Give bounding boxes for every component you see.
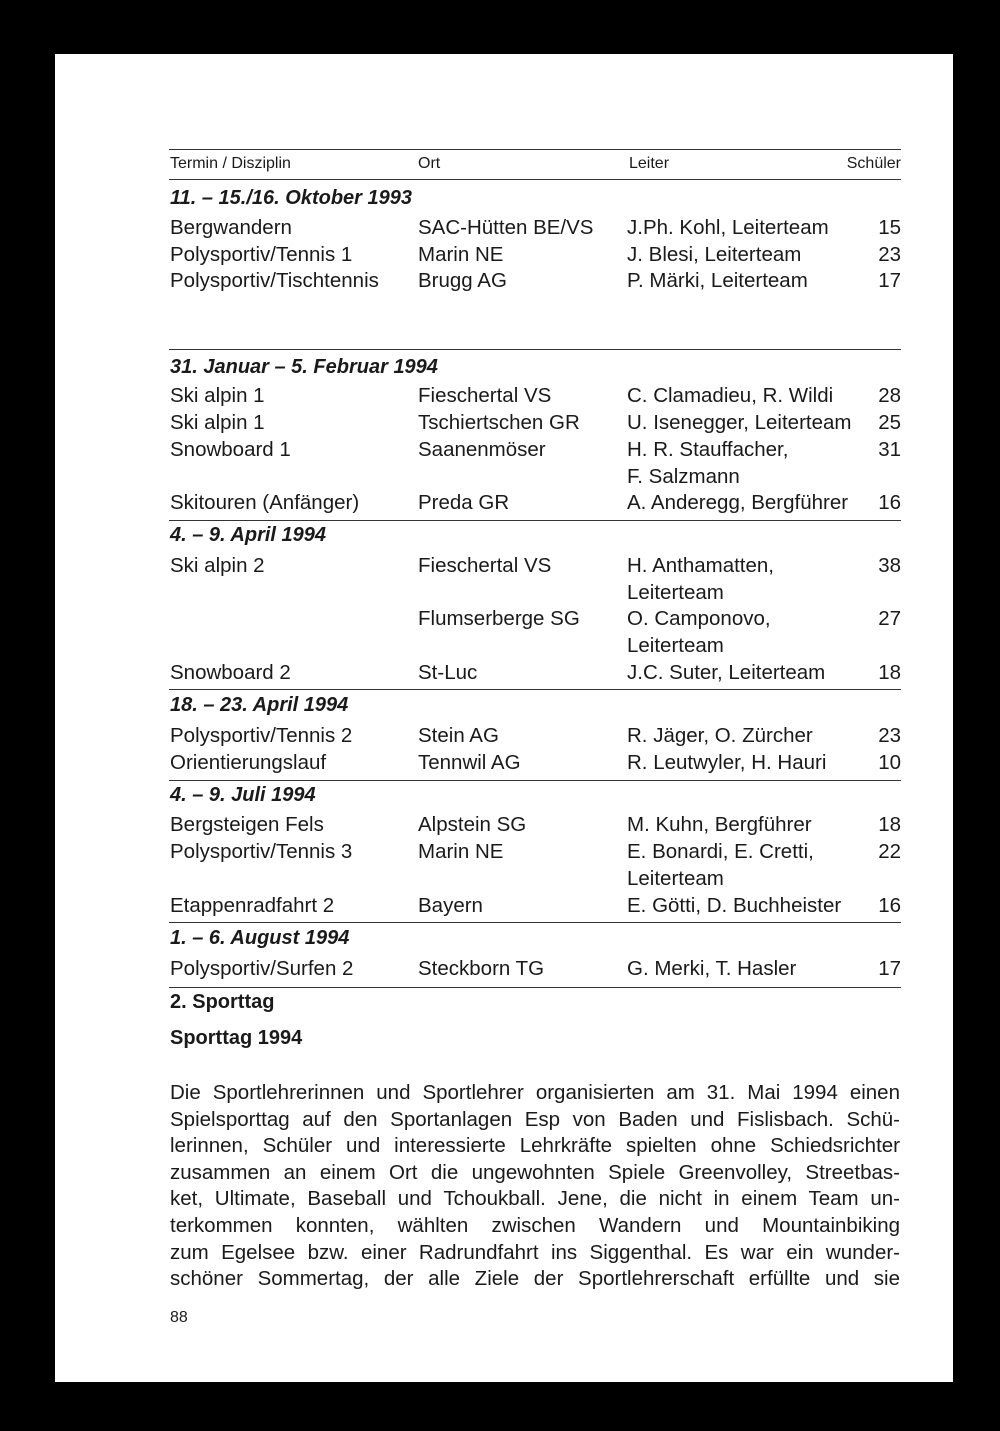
cell-schueler: 18 [878, 813, 901, 836]
cell-disziplin: Polysportiv/Tennis 3 [170, 840, 353, 863]
cell-leiter: A. Anderegg, Bergführer [627, 491, 849, 514]
cell-leiter: E. Bonardi, E. Cretti, [627, 840, 814, 863]
paragraph-line: Die Sportlehrerinnen und Sportlehrer organisierten am 31. Mai 1994 einen [170, 1081, 900, 1104]
cell-schueler: 38 [878, 554, 901, 577]
section-subheading: Sporttag 1994 [170, 1027, 303, 1049]
cell-leiter: Leiterteam [627, 866, 724, 890]
paragraph-line: schöner Sommertag, der alle Ziele der Sportlehrerschaft erfüllte und sie [170, 1267, 900, 1291]
cell-ort: Marin NE [418, 243, 504, 266]
cell-disziplin: Snowboard 2 [170, 661, 291, 684]
cell-schueler: 10 [878, 751, 901, 774]
header-termin: Termin / Disziplin [170, 155, 291, 172]
cell-disziplin: Polysportiv/Surfen 2 [170, 957, 354, 980]
cell-ort: Saanenmöser [418, 438, 546, 461]
cell-leiter: P. Märki, Leiterteam [627, 269, 808, 292]
header-schueler: Schüler [846, 155, 901, 172]
cell-leiter: R. Leutwyler, H. Hauri [627, 751, 827, 774]
cell-leiter: H. R. Stauffacher, [627, 438, 789, 461]
cell-leiter: Leiterteam [627, 580, 724, 604]
cell-disziplin: Etappenradfahrt 2 [170, 894, 335, 917]
cell-leiter: M. Kuhn, Bergführer [627, 813, 812, 836]
cell-leiter: Leiterteam [627, 633, 724, 657]
table-top-rule [169, 149, 901, 150]
paragraph-line: terkommen konnten, wählten zwischen Wandern und Mountainbiking [170, 1213, 900, 1237]
cell-disziplin: Orientierungslauf [170, 751, 327, 774]
cell-schueler: 15 [878, 216, 901, 239]
cell-ort: Tschiertschen GR [418, 411, 580, 434]
header-ort: Ort [418, 155, 441, 172]
body-paragraph [170, 1080, 900, 1293]
cell-ort: Tennwil AG [418, 751, 521, 774]
cell-leiter: J.Ph. Kohl, Leiterteam [627, 216, 829, 239]
cell-leiter: J. Blesi, Leiterteam [627, 243, 802, 266]
cell-schueler: 16 [878, 894, 901, 917]
cell-disziplin: Polysportiv/Tennis 2 [170, 724, 353, 747]
paragraph-line: ket, Ultimate, Baseball und Tchoukball. Jene, die nicht in einem Team un- [170, 1187, 900, 1211]
cell-ort: Alpstein SG [418, 813, 527, 836]
cell-schueler: 16 [878, 491, 901, 514]
section-heading: 2. Sporttag [170, 991, 275, 1013]
cell-leiter: O. Camponovo, [627, 607, 771, 630]
cell-schueler: 23 [878, 243, 901, 266]
section-date: 18. – 23. April 1994 [170, 694, 349, 716]
cell-disziplin: Skitouren (Anfänger) [170, 491, 360, 514]
cell-ort: Flumserberge SG [418, 607, 580, 630]
cell-schueler: 17 [878, 957, 901, 980]
cell-schueler: 17 [878, 269, 901, 292]
cell-leiter: J.C. Suter, Leiterteam [627, 661, 826, 684]
cell-disziplin: Snowboard 1 [170, 438, 291, 461]
document-page [55, 54, 953, 1382]
cell-ort: St-Luc [418, 661, 478, 684]
cell-leiter: H. Anthamatten, [627, 554, 775, 577]
cell-schueler: 22 [878, 840, 901, 863]
table-rule [169, 987, 901, 988]
cell-leiter: C. Clamadieu, R. Wildi [627, 384, 834, 407]
header-leiter: Leiter [629, 155, 670, 172]
cell-ort: Stein AG [418, 724, 499, 747]
cell-disziplin: Polysportiv/Tischtennis [170, 269, 379, 292]
page-number: 88 [170, 1309, 188, 1326]
cell-ort: Fieschertal VS [418, 384, 552, 407]
cell-leiter: E. Götti, D. Buchheister [627, 894, 842, 917]
section-date: 11. – 15./16. Oktober 1993 [170, 187, 413, 209]
cell-disziplin: Polysportiv/Tennis 1 [170, 243, 353, 266]
paragraph-line: Spielsporttag auf den Sportanlagen Esp von Baden und Fislisbach. Schü- [170, 1107, 900, 1131]
cell-ort: Bayern [418, 894, 483, 917]
paragraph-line: zusammen an einem Ort die ungewohnten Spiele Greenvolley, Streetbas- [170, 1160, 900, 1184]
table-rule [169, 520, 901, 521]
cell-ort: SAC-Hütten BE/VS [418, 216, 594, 239]
cell-schueler: 18 [878, 661, 901, 684]
cell-disziplin: Ski alpin 1 [170, 384, 265, 407]
cell-disziplin: Ski alpin 1 [170, 411, 265, 434]
cell-disziplin: Bergsteigen Fels [170, 813, 324, 836]
table-rule [169, 780, 901, 781]
section-date: 1. – 6. August 1994 [170, 927, 350, 949]
table-rule [169, 689, 901, 690]
cell-ort: Steckborn TG [418, 957, 545, 980]
cell-schueler: 25 [878, 411, 901, 434]
cell-ort: Fieschertal VS [418, 554, 552, 577]
cell-ort: Preda GR [418, 491, 510, 514]
paragraph-line: lerinnen, Schüler und interessierte Lehrkräfte spielten ohne Schiedsrichter [170, 1134, 900, 1158]
section-date: 4. – 9. April 1994 [170, 524, 327, 546]
cell-disziplin: Bergwandern [170, 216, 292, 239]
table-rule [169, 349, 901, 350]
table-rule [169, 179, 901, 180]
section-date: 31. Januar – 5. Februar 1994 [170, 356, 438, 378]
table-rule [169, 922, 901, 923]
cell-leiter: F. Salzmann [627, 464, 740, 488]
paragraph-line: zum Egelsee bzw. einer Radrundfahrt ins Siggenthal. Es war ein wunder- [170, 1240, 900, 1264]
cell-leiter: U. Isenegger, Leiterteam [627, 411, 852, 434]
cell-leiter: R. Jäger, O. Zürcher [627, 724, 813, 747]
cell-schueler: 27 [878, 607, 901, 630]
cell-disziplin: Ski alpin 2 [170, 554, 265, 577]
cell-schueler: 28 [878, 384, 901, 407]
cell-leiter: G. Merki, T. Hasler [627, 957, 797, 980]
cell-schueler: 31 [878, 438, 901, 461]
section-date: 4. – 9. Juli 1994 [170, 784, 316, 806]
cell-schueler: 23 [878, 724, 901, 747]
cell-ort: Marin NE [418, 840, 504, 863]
cell-ort: Brugg AG [418, 269, 507, 292]
